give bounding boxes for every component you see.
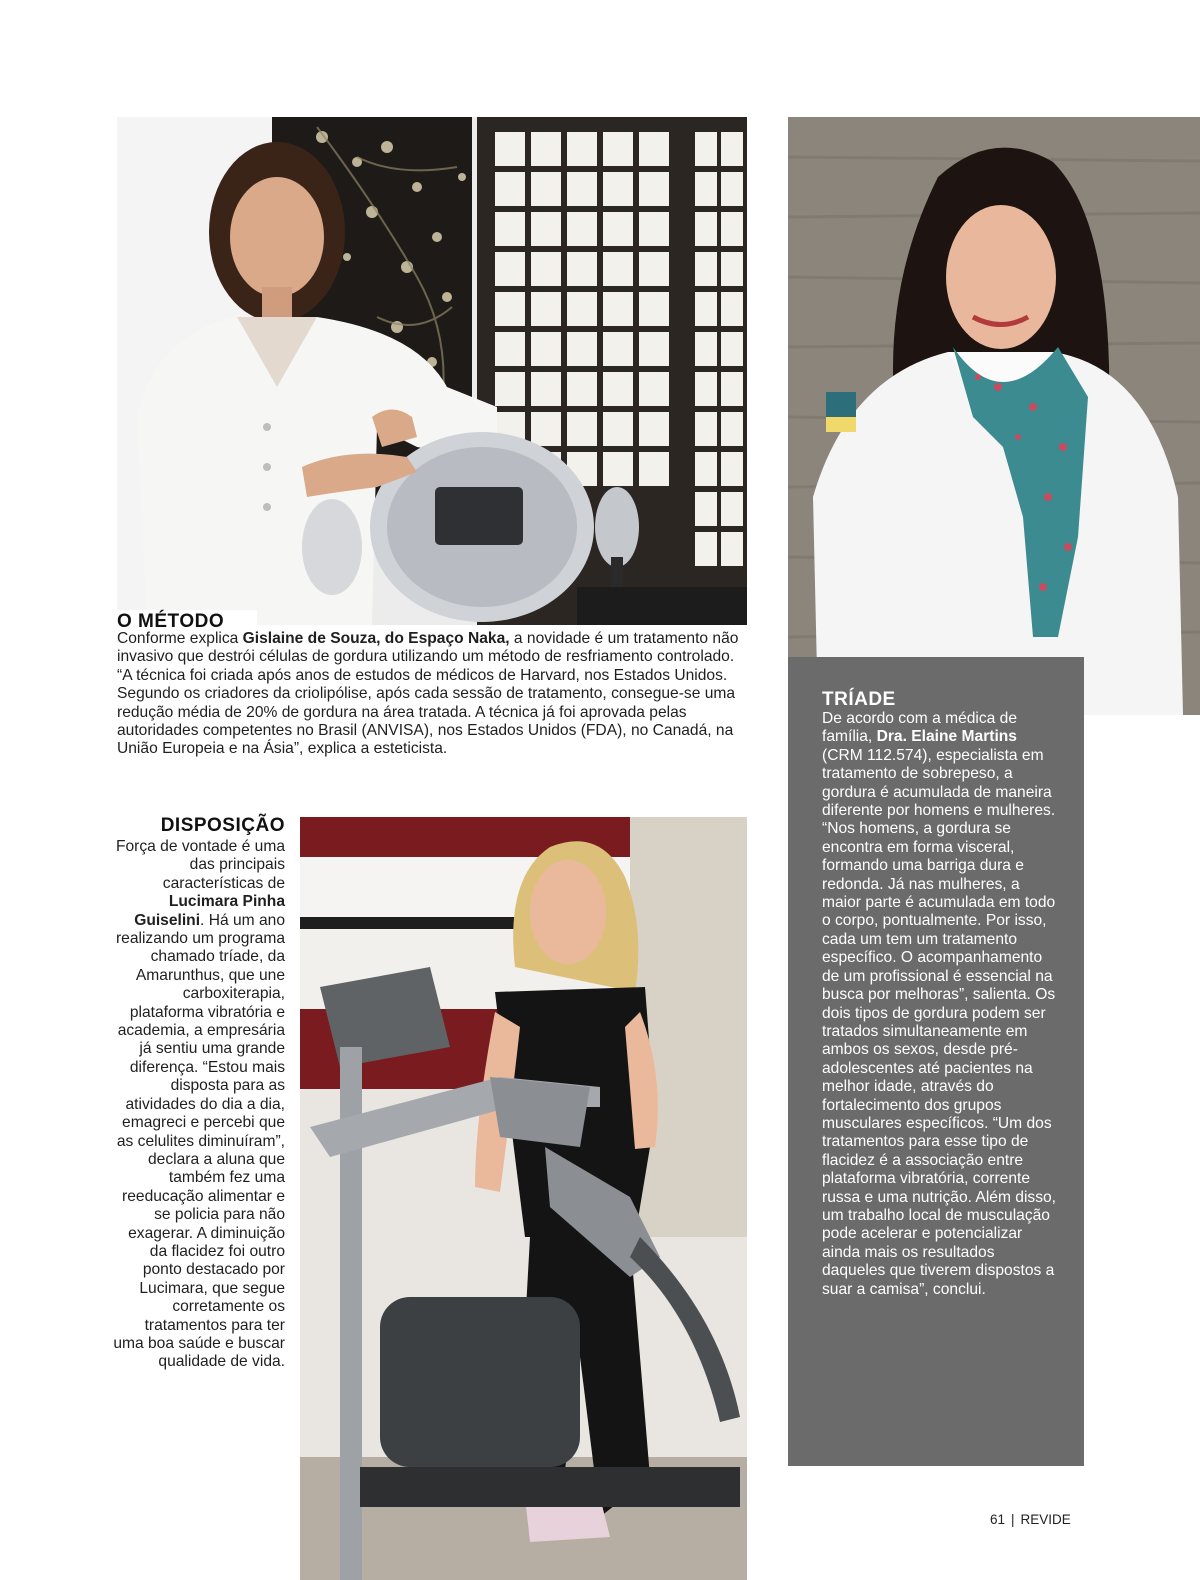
page-folio — [990, 1512, 1100, 1527]
disposicao-heading: DISPOSIÇÃO — [160, 815, 285, 836]
metodo-text-bold: Gislaine de Souza, do Espaço Naka, — [242, 630, 510, 647]
metodo-heading: O MÉTODO — [117, 610, 257, 632]
triade-paragraph — [822, 710, 1062, 1299]
photo-disposicao-aluna — [300, 817, 747, 1580]
metodo-paragraph — [117, 630, 747, 759]
photo-metodo-illustration — [117, 117, 747, 625]
triade-heading: TRÍADE — [822, 689, 896, 710]
disposicao-text-post: . Há um ano realizando um programa chamado tríade, da Amarunthus, que une carboxiterapia, plataforma vibratória e academia, a empresária já sentiu uma grande diferença. “Estou mais disposta para as atividades do dia a dia, emagreci e percebi que as celulites diminuíram”, declara a aluna que também fez uma reeducação alimentar e se policia para não exagerar. A diminuição da flacidez foi outro ponto destacado por Lucimara, que segue corretamente os tratamentos para ter uma boa saúde e buscar qualidade de vida. — [113, 911, 285, 1371]
folio-separator: | — [1011, 1512, 1015, 1527]
photo-triade-medica — [788, 117, 1200, 715]
triade-text-bold: Dra. Elaine Martins — [876, 728, 1017, 746]
disposicao-text-bold: Lucimara Pinha Guiselini — [134, 893, 285, 929]
disposicao-text-pre: Força de vontade é uma das principais características de — [115, 838, 285, 892]
page-number: 61 — [990, 1512, 1006, 1527]
photo-metodo-esteticista — [117, 117, 747, 625]
metodo-text-post: a novidade é um tratamento não invasivo que destrói células de gordura utilizando um método de resfriamento controlado. “A técnica foi criada após anos de estudos de médicos de Harvard, nos Estados Unidos. Segundo os criadores da criolipólise, após cada sessão de tratamento, consegue-se uma redução média de 20% de gordura na área tratada. A técnica já foi aprovada pelas autoridades competentes no Brasil (ANVISA), nos Estados Unidos (FDA), no Canadá, na União Europeia e na Ásia”, explica a esteticista. — [117, 630, 739, 758]
triade-text-pre: De acordo com a médica de família, — [822, 710, 1018, 746]
magazine-name: REVIDE — [1020, 1512, 1071, 1527]
metodo-text-pre: Conforme explica — [117, 630, 243, 647]
photo-disposicao-illustration — [300, 817, 747, 1580]
photo-triade-illustration — [788, 117, 1200, 715]
triade-text-post: (CRM 112.574), especialista em tratamento de sobrepeso, a gordura é acumulada de maneira diferente por homens e mulheres. “Nos homens, a gordura se encontra em forma visceral, formando uma barriga dura e redonda. Já nas mulheres, a maior parte é acumulada em todo o corpo, pontualmente. Por isso, cada um tem um tratamento específico. O acompanhamento de um profissional é essencial na busca por melhoras”, salienta. Os dois tipos de gordura podem ser tratados simultaneamente em ambos os sexos, desde pré-adolescentes até pacientes na melhor idade, através do fortalecimento dos grupos musculares específicos. “Um dos tratamentos para esse tipo de flacidez é a associação entre plataforma vibratória, corrente russa e uma nutrição. Além disso, um trabalho local de musculação pode acelerar e potencializar ainda mais os resultados daqueles que tiverem dispostos a suar a camisa”, conclui. — [822, 746, 1057, 1298]
disposicao-paragraph — [112, 838, 285, 1372]
